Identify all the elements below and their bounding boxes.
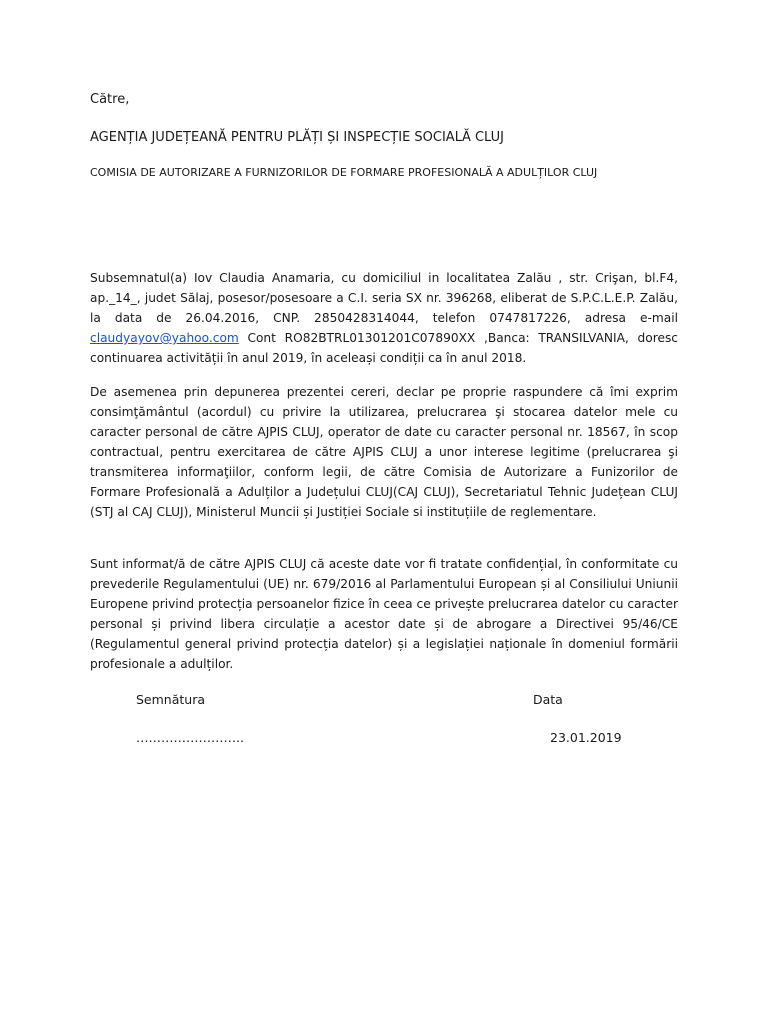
recipient-commission: COMISIA DE AUTORIZARE A FURNIZORILOR DE FORMARE PROFESIONALĂ A ADULȚILOR CLUJ <box>90 166 598 179</box>
paragraph-consent: De asemenea prin depunerea prezentei cereri, declar pe proprie raspundere că îmi exprim consimţământul (acordul) cu privire la utilizarea, prelucrarea şi stocarea datelor mele cu caracter personal de către AJPIS CLUJ, operator de date cu caracter personal nr. 18567, în scop contractual, pentru exercitarea de către AJPIS CLUJ a unor interese legitime (prelucrarea şi transmiterea informaţiilor, conform legii, de către Comisia de Autorizare a Funizorilor de Formare Profesională a Adulților a Județului CLUJ(CAJ CLUJ), Secretariatul Tehnic Județean CLUJ (STJ al CAJ CLUJ), Ministerul Muncii și Justiției Sociale si instituțiile de reglementare. <box>90 385 678 519</box>
date-label: Data <box>533 692 563 707</box>
salutation: Către, <box>90 92 130 107</box>
date-value: 23.01.2019 <box>550 730 622 745</box>
signature-placeholder: …………………….. <box>136 730 244 745</box>
paragraph-identity-part-2: Cont RO82BTRL01301201C07890XX ,Banca: TRANSILVANIA, doresc continuarea activității în anul 2019, în aceleași condiții ca în anul 2018. <box>90 331 678 365</box>
paragraph-identity <box>90 268 678 368</box>
paragraph-information: Sunt informat/ă de către AJPIS CLUJ că aceste date vor fi tratate confidențial, în conformitate cu prevederile Regulamentului (UE) nr. 679/2016 al Parlamentului European și al Consiliului Uniunii Europene privind protecția persoanelor fizice în ceea ce privește prelucrarea datelor cu caracter personal și privind libera circulație a acestor date și de abrogare a Directivei 95/46/CE (Regulamentul general privind protecția datelor) și a legislației naționale în domeniul formării profesionale a adulților. <box>90 557 678 671</box>
recipient-agency: AGENȚIA JUDEȚEANĂ PENTRU PLĂȚI ȘI INSPECȚIE SOCIALĂ CLUJ <box>90 130 504 145</box>
email-link[interactable]: claudyayov@yahoo.com <box>90 331 239 345</box>
paragraph-identity-part-1: Subsemnatul(a) Iov Claudia Anamaria, cu domiciliul in localitatea Zalău , str. Crişan, bl.F4, ap._14_, judet Sălaj, posesor/posesoare a C.I. seria SX nr. 396268, eliberat de S.P.C.L.E.P. Zalău, la data de 26.04.2016, CNP. 2850428314044, telefon 0747817226, adresa e-mail <box>90 271 678 325</box>
signature-label: Semnătura <box>136 692 206 707</box>
